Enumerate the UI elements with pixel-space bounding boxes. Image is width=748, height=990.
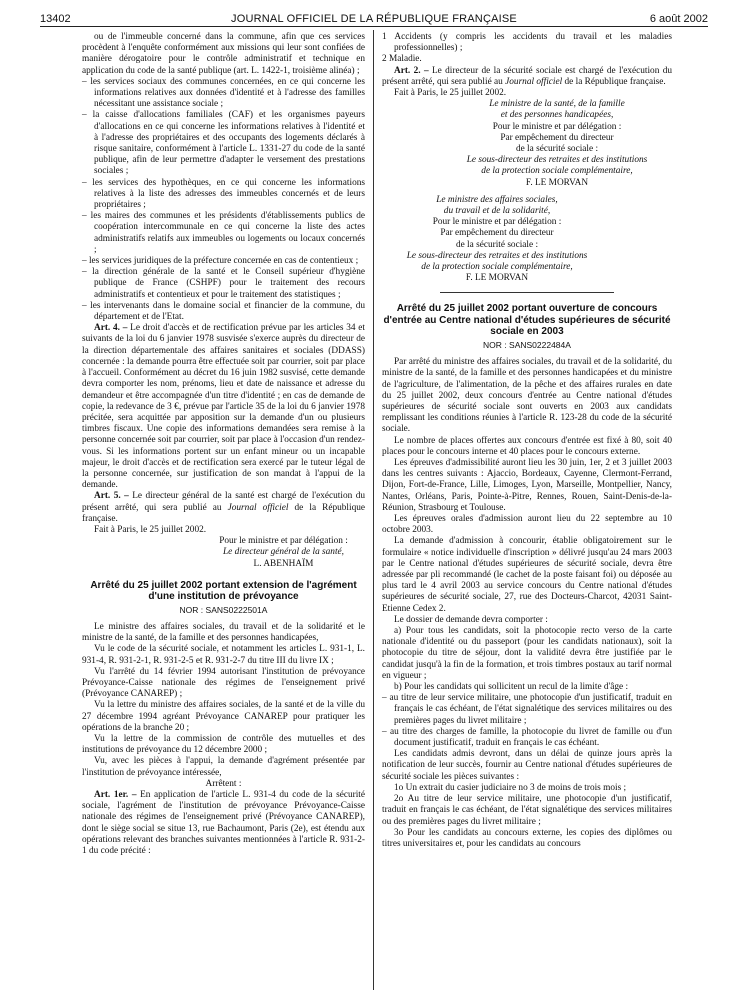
list-item: – les services sociaux des communes concernées, en ce qui concerne les informations relatives aux données d'identité et à l'adresse des familles nécessitant une assistance sociale ; [82,76,365,110]
list-item: – la caisse d'allocations familiales (CAF) et les organismes payeurs d'allocations en ce qui concerne les informations relatives à l'identité et à l'adresse des propriétaires et des occupants des logements déclarés à risque sanitaire, conformément à l'article L. 1331-27 du code de la santé publique, afin de leur permettre d'adapter le versement des prestations sociales ; [82,110,365,177]
paragraph: La demande d'admission à concourir, établie obligatoirement sur le formulaire « notice individuelle d'inscription » délivré jusqu'au 24 mars 2003 par le Centre national d'études supérieures de sécurité sociale, devra être adressée par pli recommandé (le cachet de la poste faisant foi) ou déposée au plus tard le 4 avril 2003 au service concours du Centre national d'études supérieures de sécurité sociale, 27, rue des Docteurs-Charcot, 42031 Saint-Etienne Cedex 2. [382,536,672,614]
paragraph: Le dossier de demande devra comporter : [394,614,548,625]
list-item: 2o Au titre de leur service militaire, une photocopie d'un justificatif, traduit en français le cas échéant, de l'état signalétique des services militaires ou des premières pages du livret militaire ; [382,794,672,827]
decree-title: Arrêté du 25 juillet 2002 portant extension de l'agrément d'une institution de prévoyance [90,579,357,603]
page-number: 13402 [40,13,71,25]
paragraph: Vu la lettre du ministre des affaires sociales, de la santé et de la ville du 27 décembre 1994 agréant Prévoyance CANAREP pour pratiquer les opérations de la branche 20 ; [82,700,365,733]
signature-date: Fait à Paris, le 25 juillet 2002. [394,88,507,99]
paragraph: Vu la lettre de la commission de contrôle des mutuelles et des institutions de prévoyance du 12 décembre 2000 ; [82,733,365,756]
signature-line: Par empêchement du directeur [500,132,614,143]
signature-line: Le sous-directeur des retraites et des institutions [466,155,648,166]
list-item: – au titre de leur service militaire, une photocopie d'un justificatif, traduit en français le cas échéant, de l'état signalétique des services militaires ou des premières pages du livret militaire ; [382,693,672,726]
article-label: Art. 4. – [94,323,128,334]
article-1 [82,790,365,857]
article-2 [382,66,672,88]
list-item: 1 Accidents (y compris les accidents du travail et les maladies professionnelles) ; [382,32,672,54]
list-item: – au titre des charges de famille, la photocopie du livret de famille ou d'un document justificatif, traduit en français le cas échéant. [382,726,672,749]
article-text: Le droit d'accès et de rectification prévue par les articles 34 et suivants de la loi du 6 janvier 1978 susvisée s'exerce auprès du directeur de la direction départementale des affaires sanitaires et sociales (DDASS) concernée : la demande pourra être effectuée soit par courrier, soit par place à l'accueil. Conformément au décret du 16 juin 1982 susvisé, cette demande devra comporter les nom, prénoms, lieu et date de naissance et adresse du demandeur et être accompagnée d'un titre d'identité ; en cas de demande de copie, la redevance de 3 €, prévue par l'article 35 de la loi du 6 janvier 1978 précitée, sera acquittée par apposition sur la demande d'un ou plusieurs timbres fiscaux. Une copie des informations demandées sera remise à la personne concernée soit par courrier, soit par place à l'occasion d'un rendez-vous. Si les informations portent sur un enfant mineur ou un incapable majeur, le droit d'accès et de rectification sera exercé par le tuteur légal de la personne concernée, sur justification de son mandat à l'appui de la demande. [82,323,366,491]
signature-block [202,536,365,570]
signature-name: F. LE MORVAN [525,177,589,188]
paragraph: Les épreuves orales d'admission auront lieu du 22 septembre au 10 octobre 2003. [382,514,672,536]
header-rule [40,26,708,27]
section-separator [440,292,614,293]
column-divider [373,30,374,990]
signature-name: L. ABENHAÏM [253,558,314,569]
signature-line: Le ministre des affaires sociales, [436,194,558,205]
journal-ref: Journal officiel [505,76,563,87]
signature-date: Fait à Paris, le 25 juillet 2002. [94,524,207,535]
arretent-heading: Arrêtent : [205,778,242,789]
article-text: de la République française. [562,76,666,87]
list-item: – les maires des communes et les présidents d'établissements publics de coopération intercommunale en ce qui concerne la liste des actes administratifs relatifs aux immeubles ou logements ou locaux concernés ; [82,211,365,255]
article-text: Le directeur général de la santé est chargé de l'exécution du présent arrêté, qui sera publié au [82,491,365,513]
signature-line: Le sous-directeur des retraites et des institutions [406,250,588,261]
list-item: 2 Maladie. [382,54,422,65]
signature-block [382,195,612,285]
signature-line: et des personnes handicapées, [500,110,614,121]
article-text: Le directeur de la sécurité sociale est chargé de l'exécution du présent arrêté, qui sera publié au [382,65,673,87]
journal-title: JOURNAL OFFICIEL DE LA RÉPUBLIQUE FRANÇAISE [231,13,517,25]
list-item: – les intervenants dans le domaine social et financier de la commune, du département et de l'Etat. [82,300,365,323]
article-4 [82,323,365,491]
signature-line: Pour le ministre et par délégation : [492,121,622,132]
paragraph: ou de l'immeuble concerné dans la commune, afin que ces services procèdent à l'enquête conformément aux missions qui leur sont confiées de manière dérogatoire pour le contrôle administratif et technique en application du code de la santé publique (art. L. 1422-1, troisième alinéa) ; [82,32,365,76]
paragraph: Le nombre de places offertes aux concours d'entrée est fixé à 80, soit 40 places pour le concours interne et 40 places pour le concours externe. [382,435,672,457]
paragraph: Vu le code de la sécurité sociale, et notamment les articles L. 931-1, L. 931-4, R. 931-2-1, R. 931-2-5 et R. 931-2-7 du titre III du livre IX ; [82,644,365,666]
paragraph: Vu, avec les pièces à l'appui, la demande d'agrément présentée par l'institution de prévoyance intéressée, [82,756,365,778]
paragraph: a) Pour tous les candidats, soit la photocopie recto verso de la carte nationale d'identité ou du passeport (pour les candidats nationaux), soit la photocopie du titre de séjour, dont la validité devra être justifiée par le candidat jusqu'à la fin de la formation, et trois timbres postaux au tarif normal en vigueur ; [382,626,672,681]
signature-name: F. LE MORVAN [465,273,529,284]
nor-reference: NOR : SANS0222484A [483,339,571,350]
paragraph: Vu l'arrêté du 14 février 1994 autorisant l'institution de prévoyance Prévoyance-Caisse nationale des régimes de l'enseignement privé (Prévoyance CANAREP) ; [82,666,365,700]
signature-line: de la protection sociale complémentaire, [481,166,633,177]
list-item: – la direction générale de la santé et le Conseil supérieur d'hygiène publique de France (CSHPF) pour le traitement des recours administratifs et contentieux et pour le traitement des statistiques ; [82,267,365,300]
signature-line: Le ministre de la santé, de la famille [489,99,625,110]
article-text: En application de l'article L. 931-4 du code de la sécurité sociale, l'agrément de l'institution de prévoyance Prévoyance-Caisse nationale des régimes de l'enseignement privé (Prévoyance CANAREP), dont le siège social se situe 13, rue Bachaumont, Paris (2e), est étendu aux opérations relevant des branches suivantes mentionnées à l'article R. 931-2-1 du code précité : [82,790,365,857]
left-column [82,32,365,857]
paragraph: Le ministre des affaires sociales, du travail et de la solidarité et le ministre de la santé, de la famille et des personnes handicapées, [82,621,365,644]
signature-line: Par empêchement du directeur [440,228,554,239]
signature-line: de la sécurité sociale : [455,239,539,250]
signature-line: de la sécurité sociale : [515,144,599,155]
paragraph: b) Pour les candidats qui sollicitent un recul de la limite d'âge : [394,682,629,693]
list-item: 3o Pour les candidats au concours externe, les copies des diplômes ou titres universitaires et, pour les candidats au concours [382,827,672,849]
signature-line: du travail et de la solidarité, [443,206,551,217]
signature-line: Pour le ministre et par délégation : [219,536,348,547]
paragraph: Les candidats admis devront, dans un délai de quinze jours après la notification de leur succès, fournir au Centre national d'études supérieures de sécurité sociale les pièces suivantes : [382,749,672,782]
right-column [382,32,672,850]
list-item: – les services juridiques de la préfecture concernée en cas de contentieux ; [82,256,359,267]
article-5 [82,491,365,525]
article-label: Art. 1er. – [94,790,137,800]
issue-date: 6 août 2002 [649,13,708,25]
article-label: Art. 2. – [394,65,429,76]
signature-block [442,99,672,189]
list-item: – les services des hypothèques, en ce qui concerne les informations relatives à la liste des adresses des immeubles concernés et de leurs propriétaires ; [82,177,365,211]
list-item: 1o Un extrait du casier judiciaire no 3 de moins de trois mois ; [394,782,627,793]
signature-line: Pour le ministre et par délégation : [432,217,562,228]
paragraph: Par arrêté du ministre des affaires sociales, du travail et de la solidarité, du ministre de la santé, de la famille et des personnes handicapées et du ministre de l'agriculture, de l'alimentation, de la pêche et des affaires rurales en date du 25 juillet 2002, deux concours d'entrée au Centre national d'études supérieures de sécurité sociale sont ouverts en 2003 aux candidats remplissant les conditions réunies à l'article R. 123-28 du code de la sécurité sociale. [382,357,672,435]
signature-line: de la protection sociale complémentaire, [421,262,573,273]
nor-reference: NOR : SANS0222501A [179,604,268,615]
article-label: Art. 5. – [94,491,129,502]
signature-line: Le directeur général de la santé, [222,547,344,558]
article-text: de la République française. [82,502,365,524]
decree-title: Arrêté du 25 juillet 2002 portant ouverture de concours d'entrée au Centre national d'études supérieures de sécurité sociale en 2003 [383,303,671,338]
journal-ref: Journal officiel [227,502,289,513]
paragraph: Les épreuves d'admissibilité auront lieu les 30 juin, 1er, 2 et 3 juillet 2003 dans les centres suivants : Ajaccio, Bordeaux, Cayenne, Clermont-Ferrand, Dijon, Fort-de-France, Lille, Limoges, Lyon, Marseille, Montpellier, Nancy, Nantes, Orléans, Paris, Pointe-à-Pitre, Rennes, Rouen, Saint-Denis-de-la-Réunion, Strasbourg et Toulouse. [382,458,672,513]
